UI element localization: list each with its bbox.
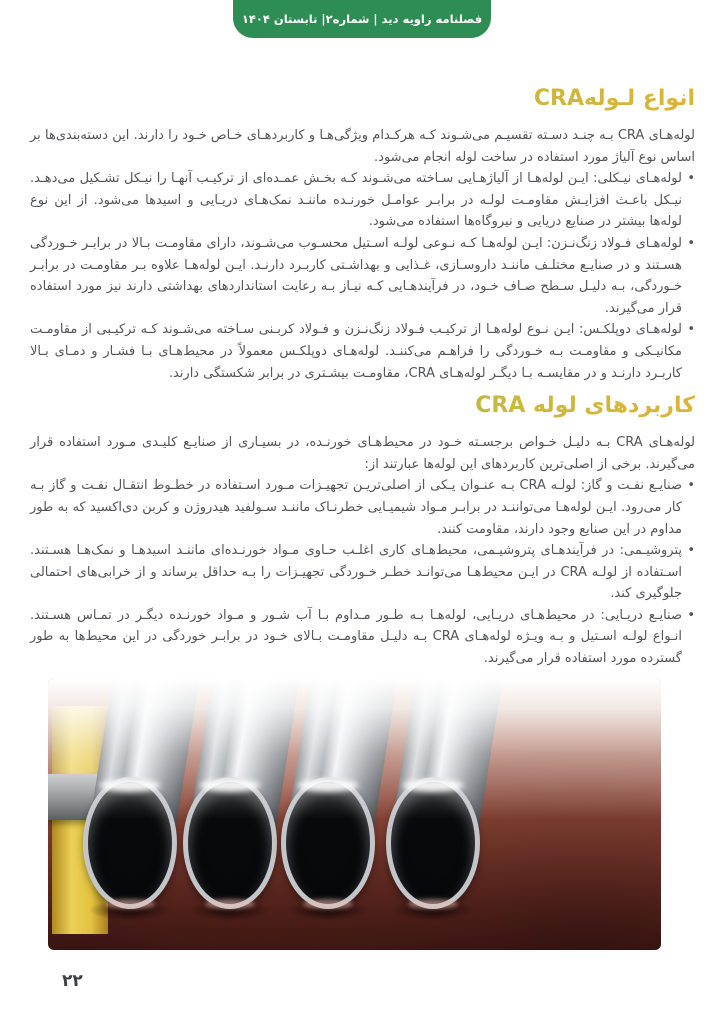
pipe-illustration — [281, 678, 375, 909]
pipe-illustration — [183, 678, 277, 909]
issue-badge — [233, 0, 491, 38]
page-number: ۲۲ — [62, 971, 83, 991]
list-item: • لوله‌هـای فـولاد زنگ‌نـزن: ایـن لوله‌هـا کـه نـوعی لولـه اسـتیل محسـوب می‌شـوند، دارای مقاومـت بـالا در برابـر خـوردگی هسـتند و در صنایـع مختلـف ماننـد داروسـازی، غـذایی و بهداشـتی کاربـرد دارنـد. ایـن لوله‌هـا علاوه بـر مقاومـت در برابـر خـوردگی، بـه دلیـل سـطح صـاف خـود، در فرآیندهـایی کـه نیـاز بـه رعایت استانداردهای بهداشتی دارند نیز مورد استفاده قرار می‌گیرند. — [30, 233, 695, 319]
pipe-mouth — [281, 777, 375, 909]
article-content — [30, 84, 695, 670]
section-title-pipe-types: انواع لـولهCRA — [30, 84, 695, 114]
steel-pipes-photo — [48, 678, 661, 950]
section-intro-applications: لوله‌هـای CRA بـه دلیـل خـواص برجسـته خـود در محیط‌هـای خورنـده، در بسیـاری از صنایـع کلیـدی مـورد استفاده قرار می‌گیرند. برخی از اصلی‌ترین کاربردهای این لوله‌ها عبارتند از: — [30, 435, 695, 472]
list-item: • صنایـع نفـت و گاز: لولـه CRA بـه عنـوان یـکی از اصلی‌تریـن تجهیـزات مـورد اسـتفاده در خطـوط انتقـال نفـت و گاز بـه کار می‌رود. ایـن لوله‌هـا می‌تواننـد در برابـر مـواد شیمیـایی خطرنـاک ماننـد سـولفید هیدروژن و کربن دی‌اکسید که به طور مداوم در این صنایع وجود دارند، مقاومت کنند. — [30, 475, 695, 540]
list-item: • لوله‌هـای دوپلکـس: ایـن نـوع لوله‌هـا از ترکیـب فـولاد زنگ‌نـزن و فـولاد کربـنی سـاخته می‌شـوند کـه ترکیـبی از مقاومـت مکانیـکی و مقاومـت بـه خـوردگی را فراهـم می‌کننـد. لوله‌هـای دوپلکـس معمولاً در محیط‌هـای بـا فشـار و دمـای بـالا کاربـرد دارنـد و در مقایسـه بـا دیگـر لوله‌هـای CRA، مقاومـت بیشـتری در برابر شکستگی دارند. — [30, 319, 695, 384]
list-item: • صنایـع دریـایی: در محیط‌هـای دریـایی، لوله‌هـا بـه طـور مـداوم بـا آب شـور و مـواد خورنـده دیگـر در تمـاس هسـتند. انـواع لولـه اسـتیل و بـه ویـژه لوله‌هـای CRA بـه دلیـل مقاومـت بـالای خـود در برابـر خوردگی در این محیط‌ها به طور گسترده مورد استفاده قرار می‌گیرند. — [30, 605, 695, 670]
issue-badge-text: فصلنامه زاویه دید | شماره۲| تابستان ۱۴۰۴ — [241, 12, 483, 26]
pipe-illustration — [83, 678, 177, 909]
pipe-types-list — [30, 168, 695, 384]
pipe-mouth — [83, 777, 177, 909]
pipe-mouth — [183, 777, 277, 909]
section-title-applications: کاربردهای لوله CRA — [30, 391, 695, 421]
section-intro-pipe-types: لوله‌هـای CRA بـه چنـد دسـته تقسیـم می‌شـوند کـه هرکـدام ویژگی‌هـا و کاربردهـای خـاص خـود را دارند. این دسته‌بندی‌ها بر اساس نوع آلیاژ مورد استفاده در ساخت لوله انجام می‌شود. — [30, 128, 695, 165]
applications-list — [30, 475, 695, 669]
list-item: • لوله‌هـای نیـکلی: ایـن لوله‌هـا از آلیاژهـایی سـاخته می‌شـوند کـه بخـش عمـده‌ای از ترکیـب آنهـا را نیـکل تشـکیل می‌دهـد. نیـکل باعـث افزایـش مقاومـت لولـه در برابـر عوامـل خورنـده ماننـد نمک‌هـای دریـایی و اسیدها می‌شود. از این نوع لوله‌ها بیشتر در صنایع دریایی و نیروگاه‌ها استفاده می‌شود. — [30, 168, 695, 233]
pipe-illustration — [386, 678, 480, 909]
pipe-mouth — [386, 777, 480, 909]
list-item: • پتروشیـمی: در فرآیندهـای پتروشیـمی، محیط‌هـای کاری اغلـب حـاوی مـواد خورنـده‌ای ماننـد اسیدهـا و نمک‌هـا هسـتند. اسـتفاده از لولـه CRA در ایـن محیط‌هـا می‌توانـد خطـر خـوردگی تجهیـزات را بـه حداقل برساند و از خرابی‌های احتمالی جلوگیری کند. — [30, 540, 695, 605]
